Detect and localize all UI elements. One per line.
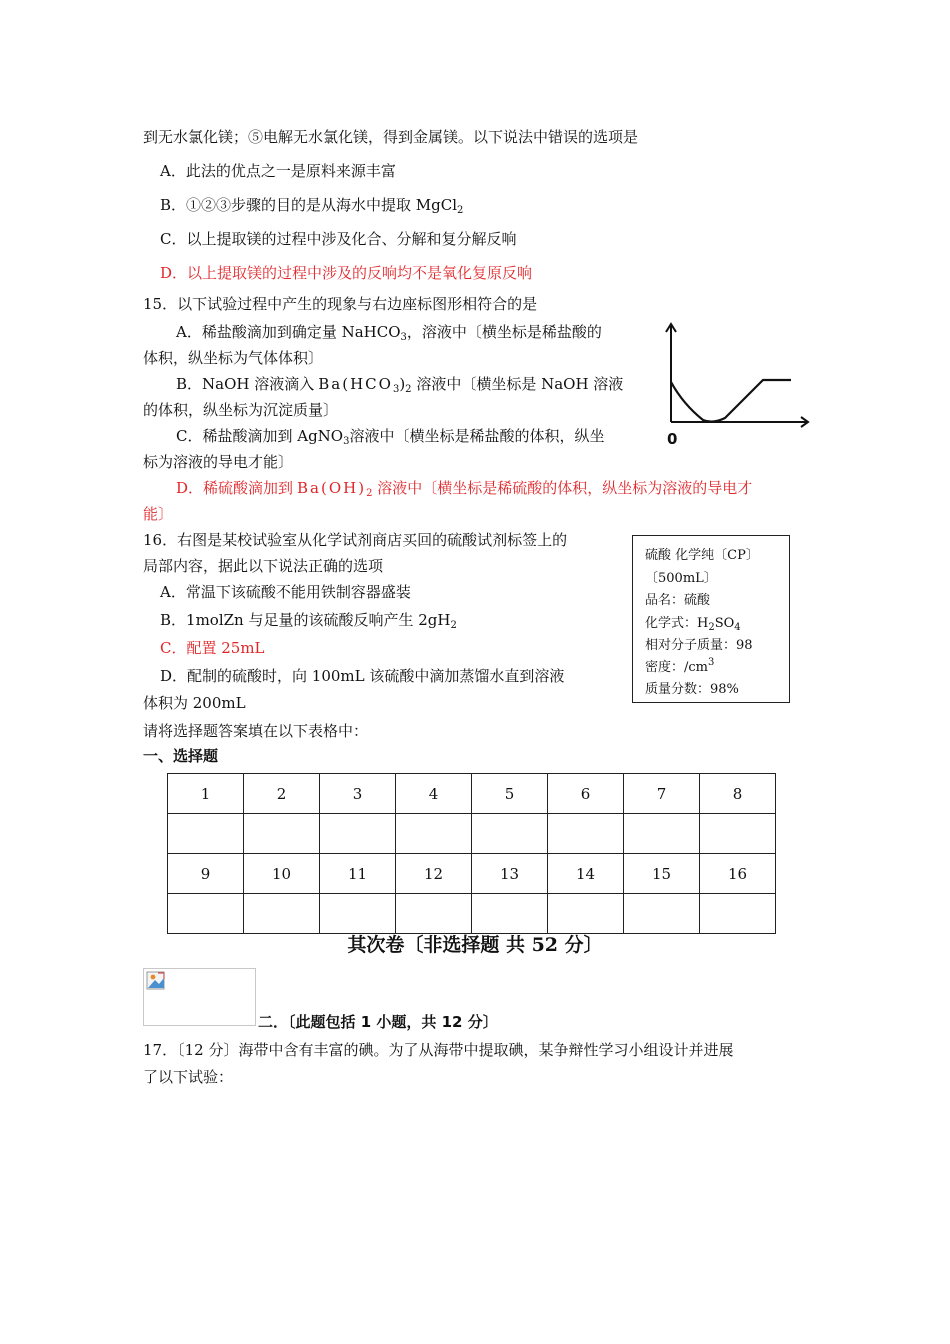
q15-stem: 15．以下试验过程中产生的现象与右边座标图形相符合的是 [143, 295, 538, 313]
part2-title: 其次卷〔非选择题 共 52 分〕 [347, 934, 603, 956]
label-line-mass-fraction: 质量分数：98% [645, 682, 739, 697]
q15-d-sub: 2 [366, 488, 373, 499]
label-line-formula [645, 615, 741, 633]
q15-option-d-line2: 能〕 [143, 505, 174, 523]
q15-option-a-line2: 体积，纵坐标为气体体积〕 [143, 349, 324, 367]
label-density-text: 密度：/cm [645, 660, 708, 675]
q15-option-c-line2: 标为溶液的导电才能〕 [143, 453, 294, 471]
q15-b-formula: Ba(HCO [318, 375, 393, 393]
reagent-label-box [632, 535, 790, 703]
table-cell-answer[interactable] [548, 894, 624, 934]
label-formula-sub1: 2 [708, 622, 715, 633]
table-cell-number: 5 [472, 774, 548, 814]
table-cell-answer[interactable] [244, 894, 320, 934]
table-cell-number: 10 [244, 854, 320, 894]
q14-option-a: A．此法的优点之一是原料来源丰富 [160, 162, 396, 180]
answer-table [167, 773, 776, 934]
table-cell-answer[interactable] [320, 894, 396, 934]
q14-option-b-text: B．①②③步骤的目的是从海水中提取 MgCl [160, 196, 458, 214]
q15-d-tail: 溶液中〔横坐标是稀硫酸的体积，纵坐标为溶液的导电才 [372, 479, 753, 497]
q15-c-sub: 3 [343, 436, 350, 447]
q14-option-d: D．以上提取镁的过程中涉及的反响均不是氧化复原反响 [160, 264, 533, 282]
table-cell-answer[interactable] [396, 894, 472, 934]
q14-option-b [160, 195, 463, 215]
q15-graph [655, 318, 815, 448]
table-cell-number: 7 [624, 774, 700, 814]
table-cell-answer[interactable] [168, 814, 244, 854]
q16-b-sub: 2 [450, 620, 457, 631]
label-line-molar-mass: 相对分子质量：98 [645, 638, 753, 653]
table-row-numbers-1 [168, 774, 776, 814]
q17-line2: 了以下试验： [143, 1068, 234, 1086]
q15-d-formula: Ba(OH) [297, 479, 367, 497]
q16-option-c: C．配置 25mL [160, 639, 265, 657]
section1-title: 一、选择题 [143, 747, 219, 765]
q15-a-sub: 3 [400, 332, 407, 343]
table-cell-number: 9 [168, 854, 244, 894]
label-formula-pre: 化学式：H [645, 616, 709, 631]
q15-graph-curve [671, 380, 791, 422]
label-formula-sub2: 4 [734, 622, 741, 633]
table-cell-number: 13 [472, 854, 548, 894]
table-cell-number: 15 [624, 854, 700, 894]
table-cell-answer[interactable] [168, 894, 244, 934]
q15-option-a-line1 [176, 322, 602, 342]
q15-b-sub2: 2 [405, 384, 412, 395]
section2-title: 二．〔此题包括 1 小题，共 12 分〕 [258, 1013, 498, 1031]
q15-b-close: ) [399, 375, 406, 393]
table-cell-answer[interactable] [396, 814, 472, 854]
q16-option-d-line1: D．配制的硫酸时，向 100mL 该硫酸中滴加蒸馏水直到溶液 [160, 667, 565, 685]
table-cell-number: 2 [244, 774, 320, 814]
q16-stem-line1: 16．右图是某校试验室从化学试剂商店买回的硫酸试剂标签上的 [143, 531, 568, 549]
broken-image [143, 968, 256, 1026]
label-line-volume: 〔500mL〕 [645, 571, 717, 586]
q16-b-text: B．1molZn 与足量的该硫酸反响产生 2gH [160, 611, 451, 629]
table-cell-answer[interactable] [624, 894, 700, 934]
q17-line1: 17．〔12 分〕海带中含有丰富的碘。为了从海带中提取碘，某争辩性学习小组设计并进展 [143, 1041, 734, 1059]
label-line-grade: 硫酸 化学纯〔CP〕 [645, 548, 759, 563]
table-cell-number: 4 [396, 774, 472, 814]
table-cell-answer[interactable] [472, 894, 548, 934]
table-cell-answer[interactable] [548, 814, 624, 854]
q14-option-b-sub: 2 [457, 205, 464, 216]
q15-b-sub: 3 [392, 384, 400, 395]
q15-b-pre: B．NaOH 溶液滴入 [176, 375, 315, 393]
table-cell-answer[interactable] [624, 814, 700, 854]
q16-stem-line2: 局部内容，据此以下说法正确的选项 [143, 557, 384, 575]
label-formula-mid: SO [714, 616, 735, 631]
table-row-numbers-2 [168, 854, 776, 894]
q15-option-d-line1 [176, 478, 752, 498]
q15-option-c-line1 [176, 426, 605, 446]
table-cell-number: 3 [320, 774, 396, 814]
table-cell-answer[interactable] [700, 894, 776, 934]
table-row-answers-1 [168, 814, 776, 854]
q15-d-pre: D．稀硫酸滴加到 [176, 479, 294, 497]
q16-option-d-line2: 体积为 200mL [143, 694, 246, 712]
q15-graph-origin: 0 [667, 430, 678, 448]
intro-line: 到无水氯化镁；⑤电解无水氯化镁，得到金属镁。以下说法中错误的选项是 [143, 128, 639, 146]
broken-image-icon [146, 971, 166, 991]
table-cell-number: 1 [168, 774, 244, 814]
fill-instruction: 请将选择题答案填在以下表格中： [143, 722, 369, 740]
table-cell-answer[interactable] [320, 814, 396, 854]
table-cell-number: 6 [548, 774, 624, 814]
q15-b-tail: 溶液中〔横坐标是 NaOH 溶液 [411, 375, 624, 393]
q16-option-b [160, 610, 457, 630]
q15-option-b-line2: 的体积，纵坐标为沉淀质量〕 [143, 401, 339, 419]
table-cell-number: 16 [700, 854, 776, 894]
table-cell-number: 12 [396, 854, 472, 894]
table-cell-number: 14 [548, 854, 624, 894]
table-cell-answer[interactable] [700, 814, 776, 854]
label-line-name: 品名：硫酸 [645, 593, 711, 608]
table-cell-answer[interactable] [472, 814, 548, 854]
label-line-density [645, 659, 714, 677]
q14-option-c: C．以上提取镁的过程中涉及化合、分解和复分解反响 [160, 230, 517, 248]
q15-a-tail: ，溶液中〔横坐标是稀盐酸的 [406, 323, 602, 341]
table-cell-number: 11 [320, 854, 396, 894]
q15-option-b-line1 [176, 374, 623, 394]
q15-c-text: C．稀盐酸滴加到 AgNO [176, 427, 344, 445]
q16-option-a: A．常温下该硫酸不能用铁制容器盛装 [160, 583, 411, 601]
q15-c-tail: 溶液中〔横坐标是稀盐酸的体积，纵坐 [349, 427, 605, 445]
q15-a-text: A．稀盐酸滴加到确定量 NaHCO [176, 323, 401, 341]
table-cell-answer[interactable] [244, 814, 320, 854]
label-density-sup: 3 [708, 657, 715, 668]
table-row-answers-2 [168, 894, 776, 934]
table-cell-number: 8 [700, 774, 776, 814]
